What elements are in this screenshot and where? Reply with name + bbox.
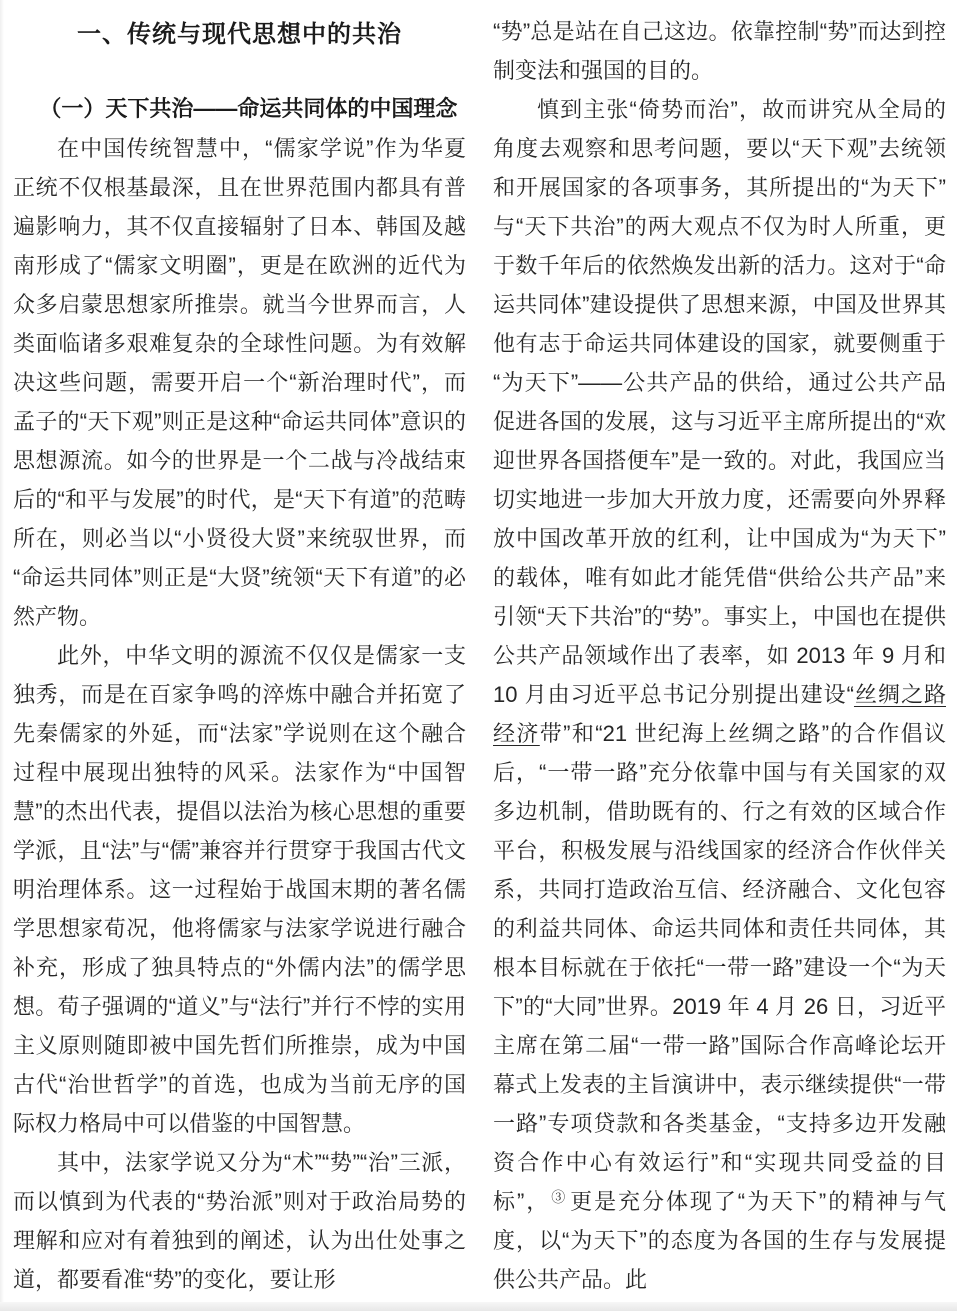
paragraph-4-text-a: 慎到主张“倚势而治”，故而讲究从全局的角度去观察和思考问题，要以“天下观”去统领和开展国家的各项事务，其所提出的“为天下”与“天下共治”的两大观点不仅为时人所重，更于数千年后的依然焕发出新的活力。这对于“命运共同体”建设提供了思想来源，中国及世界其他有志于命运共同体建设的国家，就要侧重于“为天下”——公共产品的供给，通过公共产品促进各国的发展，这与习近平主席所提出的“欢迎世界各国搭便车”是一致的。对此，我国应当切实地进一步加大开放力度，还需要向外界释放中国改革开放的红利，让中国成为“为天下”的载体，唯有如此才能凭借“供给公共产品”来引领“天下共治”的“势”。事实上，中国也在提供公共产品领域作出了表率，如 2013 年 9 月和 10 月由习近平总书记分别提出建设“ <box>493 97 946 707</box>
underlined-term-silk-road: 丝绸之路经济 <box>493 682 946 746</box>
paragraph-4 <box>493 90 946 1299</box>
two-column-layout <box>13 12 946 1299</box>
footnote-marker: ③ <box>551 1189 568 1205</box>
paragraph-4-text-b: 带”和“21 世纪海上丝绸之路”的合作倡议后，“一带一路”充分依靠中国与有关国家的双多边机制，借助既有的、行之有效的区域合作平台，积极发展与沿线国家的经济合作伙伴关系，共同打造政治互信、经济融合、文化包容的利益共同体、命运共同体和责任共同体，其根本目标就在于依托“一带一路”建设一个“为天下”的“大同”世界。2019 年 4 月 26 日，习近平主席在第二届“一带一路”国际合作高峰论坛开幕式上发表的主旨演讲中，表示继续提供“一带一路”专项贷款和各类基金，“支持多边开发融资合作中心有效运行”和“实现共同受益的目标”， <box>493 721 946 1214</box>
paragraph-3-continuation: “势”总是站在自己这边。依靠控制“势”而达到控制变法和强国的目的。 <box>493 19 946 83</box>
page-left-edge-shadow <box>0 0 4 1311</box>
paragraph-3-start: 其中，法家学说又分为“术”“势”“治”三派，而以慎到为代表的“势治派”则对于政治局势的理解和应对有着独到的阐述，认为出仕处事之道，都要看准“势”的变化，要让形 <box>13 1150 466 1292</box>
paragraph-2: 此外，中华文明的源流不仅仅是儒家一支独秀，而是在百家争鸣的淬炼中融合并拓宽了先秦儒家的外延，而“法家”学说则在这个融合过程中展现出独特的风采。法家作为“中国智慧”的杰出代表，提倡以法治为核心思想的重要学派，且“法”与“儒”兼容并行贯穿于我国古代文明治理体系。这一过程始于战国末期的著名儒学思想家荀况，他将儒家与法家学说进行融合补充，形成了独具特点的“外儒内法”的儒学思想。荀子强调的“道义”与“法行”并行不悖的实用主义原则随即被中国先哲们所推崇，成为中国古代“治世哲学”的首选，也成为当前无序的国际权力格局中可以借鉴的中国智慧。 <box>13 643 466 1136</box>
left-column <box>13 12 466 1299</box>
paragraph-1: 在中国传统智慧中，“儒家学说”作为华夏正统不仅根基最深，且在世界范围内都具有普遍影响力，其不仅直接辐射了日本、韩国及越南形成了“儒家文明圈”，更是在欧洲的近代为众多启蒙思想家所推崇。就当今世界而言，人类面临诸多艰难复杂的全球性问题。为有效解决这些问题，需要开启一个“新治理时代”，而孟子的“天下观”则正是这种“命运共同体”意识的思想源流。如今的世界是一个二战与冷战结束后的“和平与发展”的时代，是“天下有道”的范畴所在，则必当以“小贤役大贤”来统驭世界，而“命运共同体”则正是“大贤”统领“天下有道”的必然产物。 <box>13 136 466 629</box>
right-column <box>493 12 946 1299</box>
paragraph-4-text-c: 更是充分体现了“为天下”的精神与气度，以“为天下”的态度为各国的生存与发展提供公共产品。此 <box>493 1189 947 1292</box>
subsection-heading: （一）天下共治——命运共同体的中国理念 <box>39 96 458 121</box>
section-heading: 一、传统与现代思想中的共治 <box>77 21 402 48</box>
page-bottom-edge-shadow <box>0 1302 957 1311</box>
